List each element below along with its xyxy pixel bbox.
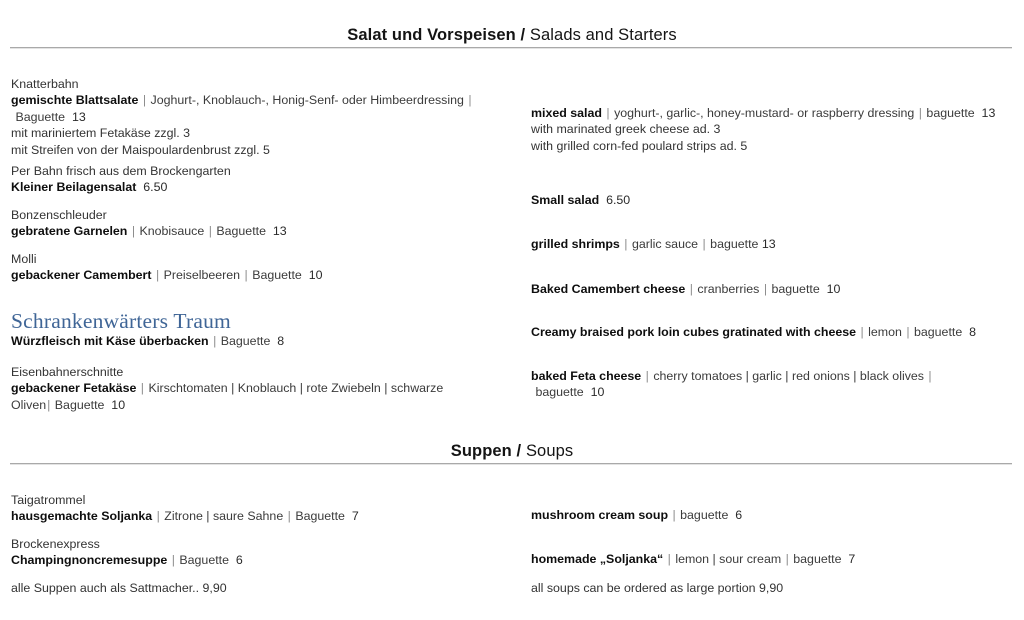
item-description (531, 281, 1011, 297)
item-subtitle: Taigatrommel (11, 493, 86, 507)
item-name: grilled shrimps (531, 237, 620, 251)
item-name: gemischte Blattsalate (11, 93, 139, 108)
menu-item-grilled-shrimps (531, 236, 1011, 252)
item-extra: mit Streifen von der Maispoulardenbrust zzgl. 5 (11, 142, 270, 157)
soups-footnote-de: alle Suppen auch als Sattmacher.. 9,90 (11, 581, 227, 595)
item-description (11, 333, 481, 349)
item-bread: Baguette (179, 553, 229, 568)
menu-item-baked-feta (531, 368, 981, 401)
separator-pipe: | (642, 369, 653, 383)
item-subtitle: Eisenbahnerschnitte (11, 365, 124, 379)
menu-item-bonzenschleuder (11, 207, 481, 240)
separator-pipe: | (664, 552, 675, 566)
item-price: 8 (969, 325, 977, 339)
section-heading-en: Soups (525, 442, 574, 460)
section-heading-en: Salads and Starters (529, 26, 677, 44)
item-name: gebackener Camembert (11, 268, 152, 283)
item-description (531, 551, 1011, 567)
separator-pipe: | (760, 282, 771, 296)
item-price: 7 (848, 552, 856, 566)
separator-pipe: | (686, 282, 697, 296)
item-bread: Baguette (15, 109, 66, 124)
item-description (531, 105, 1011, 121)
menu-item-brockenexpress (11, 536, 481, 569)
item-ingredients: Zitrone | saure Sahne (164, 509, 284, 524)
item-fancy-heading: Schrankenwärters Traum (11, 309, 231, 333)
item-ingredients: Knobisauce (139, 224, 205, 239)
item-extra: with marinated greek cheese ad. 3 (531, 122, 721, 137)
item-ingredients: lemon (868, 325, 902, 339)
item-bread: baguette (913, 325, 963, 339)
item-price: 6.50 (606, 193, 631, 207)
item-extra: mit mariniertem Fetakäse zzgl. 3 (11, 126, 191, 141)
separator-pipe: | (620, 237, 631, 251)
menu-item-knatterbahn (11, 76, 481, 158)
item-description (11, 223, 481, 239)
item-price: 10 (826, 282, 841, 296)
menu-item-small-salad (531, 192, 1011, 208)
separator-pipe: | (531, 369, 932, 400)
item-name: Kleiner Beilagensalat (11, 180, 137, 195)
item-ingredients: cherry tomatoes | garlic | red onions | black olives (653, 369, 924, 383)
item-name: Small salad (531, 193, 600, 207)
item-bread: Baguette (220, 334, 271, 348)
item-price: 13 (71, 109, 86, 124)
separator-pipe: | (128, 224, 139, 239)
item-description (531, 507, 1011, 523)
menu-item-taigatrommel (11, 492, 481, 525)
separator-pipe: | (857, 325, 868, 339)
item-price: 10 (590, 385, 605, 400)
section-heading-separator: / (511, 442, 526, 460)
separator-pipe: | (11, 93, 472, 124)
item-price: 6 (235, 553, 243, 568)
menu-item-mushroom-cream-soup (531, 507, 1011, 523)
separator-pipe: | (205, 224, 216, 239)
item-price: 6.50 (143, 180, 168, 195)
section-divider-soups (10, 463, 1012, 465)
separator-pipe: | (139, 93, 150, 108)
item-description (531, 236, 1011, 252)
item-bread: baguette (710, 237, 759, 251)
separator-pipe: | (915, 106, 926, 120)
section-heading-de: Suppen (450, 442, 512, 460)
item-ingredients: Kirschtomaten | Knoblauch | rote Zwiebeln | schwarze Oliven (11, 381, 444, 412)
item-description (11, 552, 481, 568)
item-price: 13 (272, 224, 287, 239)
item-ingredients: cranberries (697, 282, 760, 296)
item-bread: Baguette (295, 509, 345, 524)
item-price: 13 (761, 237, 776, 251)
item-description (11, 179, 481, 195)
item-description (11, 380, 461, 413)
item-bread: Baguette (252, 268, 302, 283)
section-heading-separator: / (515, 26, 530, 44)
item-bread: baguette (535, 385, 584, 400)
item-subtitle: Knatterbahn (11, 77, 79, 91)
section-heading-salads (0, 26, 1024, 45)
item-ingredients: garlic sauce (631, 237, 699, 251)
item-name: mushroom cream soup (531, 508, 669, 522)
item-name: Baked Camembert cheese (531, 282, 686, 296)
item-subtitle: Molli (11, 252, 37, 266)
item-price: 8 (277, 334, 285, 348)
separator-pipe: | (209, 334, 220, 348)
item-name: baked Feta cheese (531, 369, 642, 383)
section-heading-soups (0, 442, 1024, 461)
item-bread: baguette (680, 508, 729, 522)
item-name: Champingnoncremesuppe (11, 553, 168, 568)
section-heading-de: Salat und Vorspeisen (347, 26, 516, 44)
item-bread: baguette (926, 106, 975, 120)
item-name: Würzfleisch mit Käse überbacken (11, 334, 209, 348)
item-price: 10 (308, 268, 323, 283)
item-ingredients: Joghurt-, Knoblauch-, Honig-Senf- oder Himbeerdressing (150, 93, 464, 108)
menu-item-creamy-braised-pork (531, 324, 1021, 340)
item-price: 6 (735, 508, 743, 522)
item-bread: baguette (793, 552, 842, 566)
item-ingredients: yoghurt-, garlic-, honey-mustard- or raspberry dressing (614, 106, 915, 120)
item-name: homemade „Soljanka“ (531, 552, 664, 566)
item-subtitle: Bonzenschleuder (11, 208, 107, 222)
item-subtitle: Brockenexpress (11, 537, 100, 551)
item-ingredients: lemon | sour cream (675, 552, 782, 566)
item-extra: with grilled corn-fed poulard strips ad. 5 (531, 138, 748, 153)
menu-item-mixed-salad (531, 105, 1011, 154)
item-description (531, 368, 981, 401)
separator-pipe: | (782, 552, 793, 566)
item-bread: Baguette (54, 397, 105, 412)
item-name: Creamy braised pork loin cubes gratinated with cheese (531, 325, 857, 339)
item-description (531, 192, 1011, 208)
separator-pipe: | (47, 397, 54, 412)
item-bread: baguette (771, 282, 820, 296)
separator-pipe: | (699, 237, 710, 251)
separator-pipe: | (137, 381, 148, 396)
section-divider-salads (10, 47, 1012, 49)
item-name: gebackener Fetakäse (11, 381, 137, 396)
separator-pipe: | (152, 268, 163, 283)
item-price: 13 (981, 106, 996, 120)
item-description (11, 508, 481, 524)
separator-pipe: | (602, 106, 614, 120)
item-description (11, 267, 481, 283)
item-price: 7 (351, 509, 359, 524)
separator-pipe: | (902, 325, 913, 339)
item-subtitle: Per Bahn frisch aus dem Brockengarten (11, 164, 231, 178)
item-bread: Baguette (216, 224, 266, 239)
separator-pipe: | (669, 508, 680, 522)
separator-pipe: | (153, 509, 164, 524)
separator-pipe: | (168, 553, 179, 568)
item-description (531, 324, 1021, 340)
menu-item-baked-camembert (531, 281, 1011, 297)
menu-item-molli (11, 251, 481, 284)
item-name: gebratene Garnelen (11, 224, 128, 239)
menu-item-homemade-soljanka (531, 551, 1011, 567)
item-description (11, 92, 481, 125)
menu-item-schrankenwaerters-traum (11, 310, 481, 349)
item-name: hausgemachte Soljanka (11, 509, 153, 524)
separator-pipe: | (241, 268, 252, 283)
item-price: 10 (111, 397, 126, 412)
item-ingredients: Preiselbeeren (163, 268, 241, 283)
separator-pipe: | (284, 509, 295, 524)
soups-footnote-en: all soups can be ordered as large portion 9,90 (531, 581, 784, 595)
menu-item-eisenbahnerschnitte (11, 364, 461, 413)
item-name: mixed salad (531, 106, 602, 120)
menu-item-beilagensalat (11, 163, 481, 196)
